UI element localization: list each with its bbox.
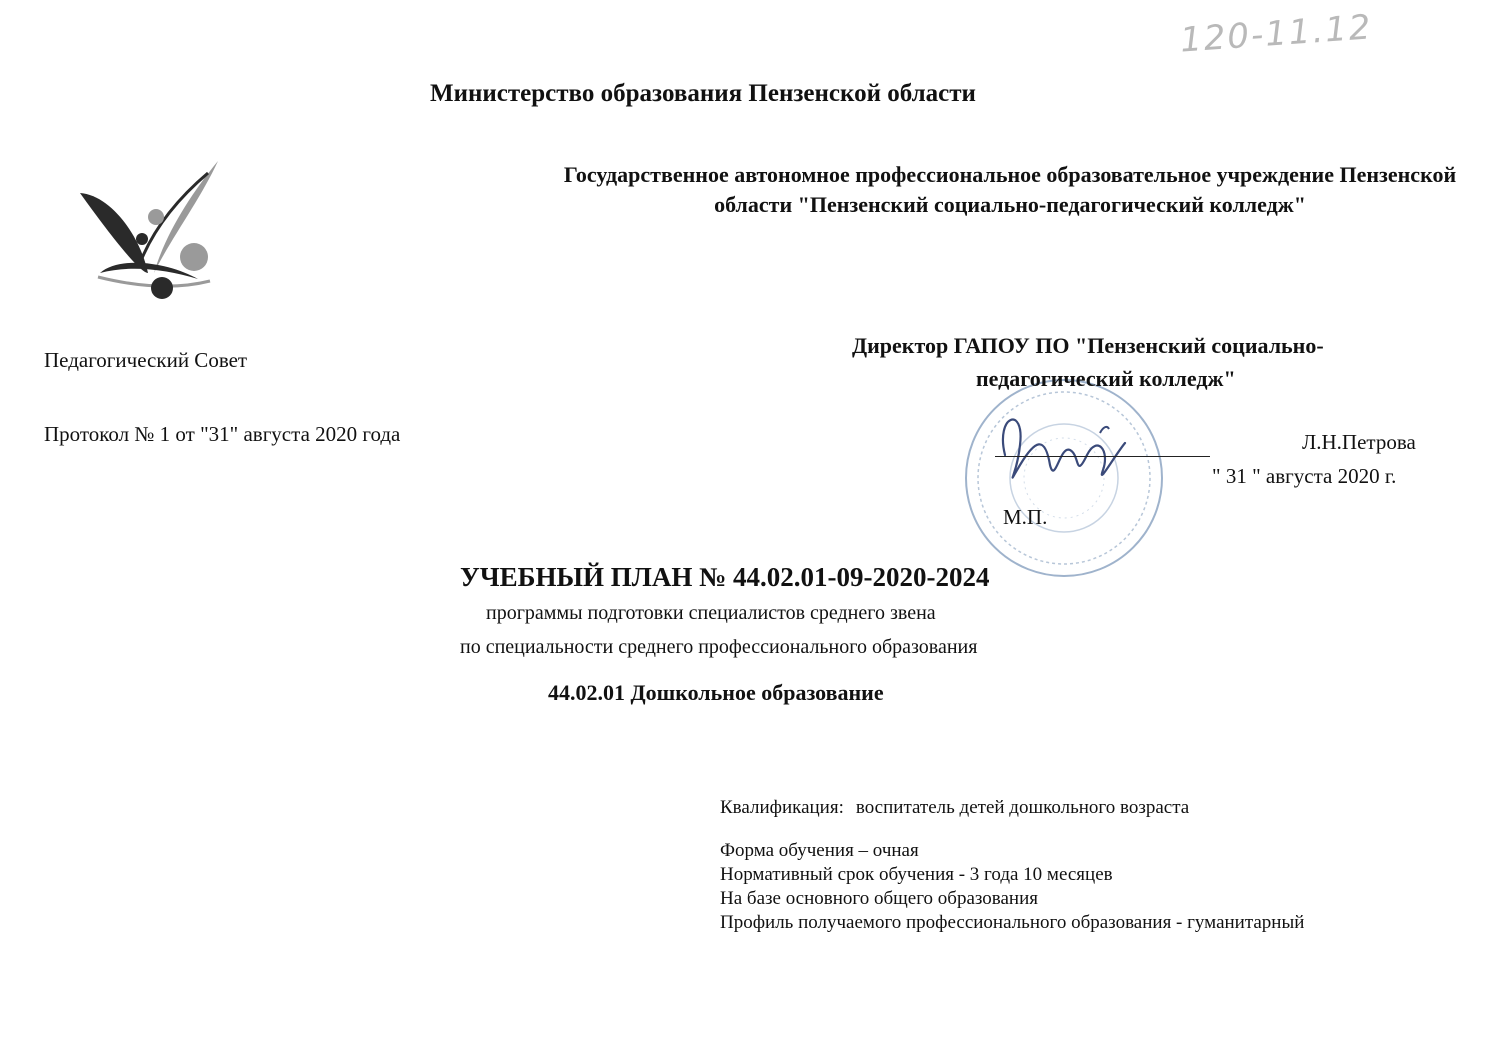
qualification-label: Квалификация: <box>720 797 844 818</box>
seal-label: М.П. <box>1003 505 1048 529</box>
study-profile: Профиль получаемого профессионального образования - гуманитарный <box>720 912 1305 933</box>
study-base: На базе основного общего образования <box>720 888 1038 909</box>
director-title-line-1: Директор ГАПОУ ПО "Пензенский социально- <box>852 333 1324 358</box>
specialty: 44.02.01 Дошкольное образование <box>548 680 884 705</box>
protocol-line: Протокол № 1 от "31" августа 2020 года <box>44 422 401 446</box>
signature-line <box>995 456 1210 457</box>
signer-name: Л.Н.Петрова <box>1302 430 1416 454</box>
plan-subtitle-1: программы подготовки специалистов среднего звена <box>486 602 936 624</box>
plan-subtitle-2: по специальности среднего профессионального образования <box>460 636 978 658</box>
plan-title: УЧЕБНЫЙ ПЛАН № 44.02.01-09-2020-2024 <box>460 562 990 592</box>
ministry-title: Министерство образования Пензенской области <box>430 80 976 107</box>
signature-icon <box>975 395 1165 505</box>
qualification-value: воспитатель детей дошкольного возраста <box>855 797 1190 818</box>
study-details <box>720 839 1304 935</box>
college-logo-icon <box>70 155 230 305</box>
study-duration: Нормативный срок обучения - 3 года 10 месяцев <box>720 864 1113 885</box>
institution-name: Государственное автономное профессиональное образовательное учреждение Пензенской области "Пензенский социально-педагогический колледж" <box>563 162 1457 217</box>
qualification-line <box>720 797 1189 819</box>
study-form: Форма обучения – очная <box>720 840 919 861</box>
council-label: Педагогический Совет <box>44 348 248 372</box>
signature-date: " 31 " августа 2020 г. <box>1212 464 1397 488</box>
director-title-line-2: педагогический колледж" <box>976 366 1236 391</box>
handwritten-note: 120-11.12 <box>1178 7 1374 61</box>
